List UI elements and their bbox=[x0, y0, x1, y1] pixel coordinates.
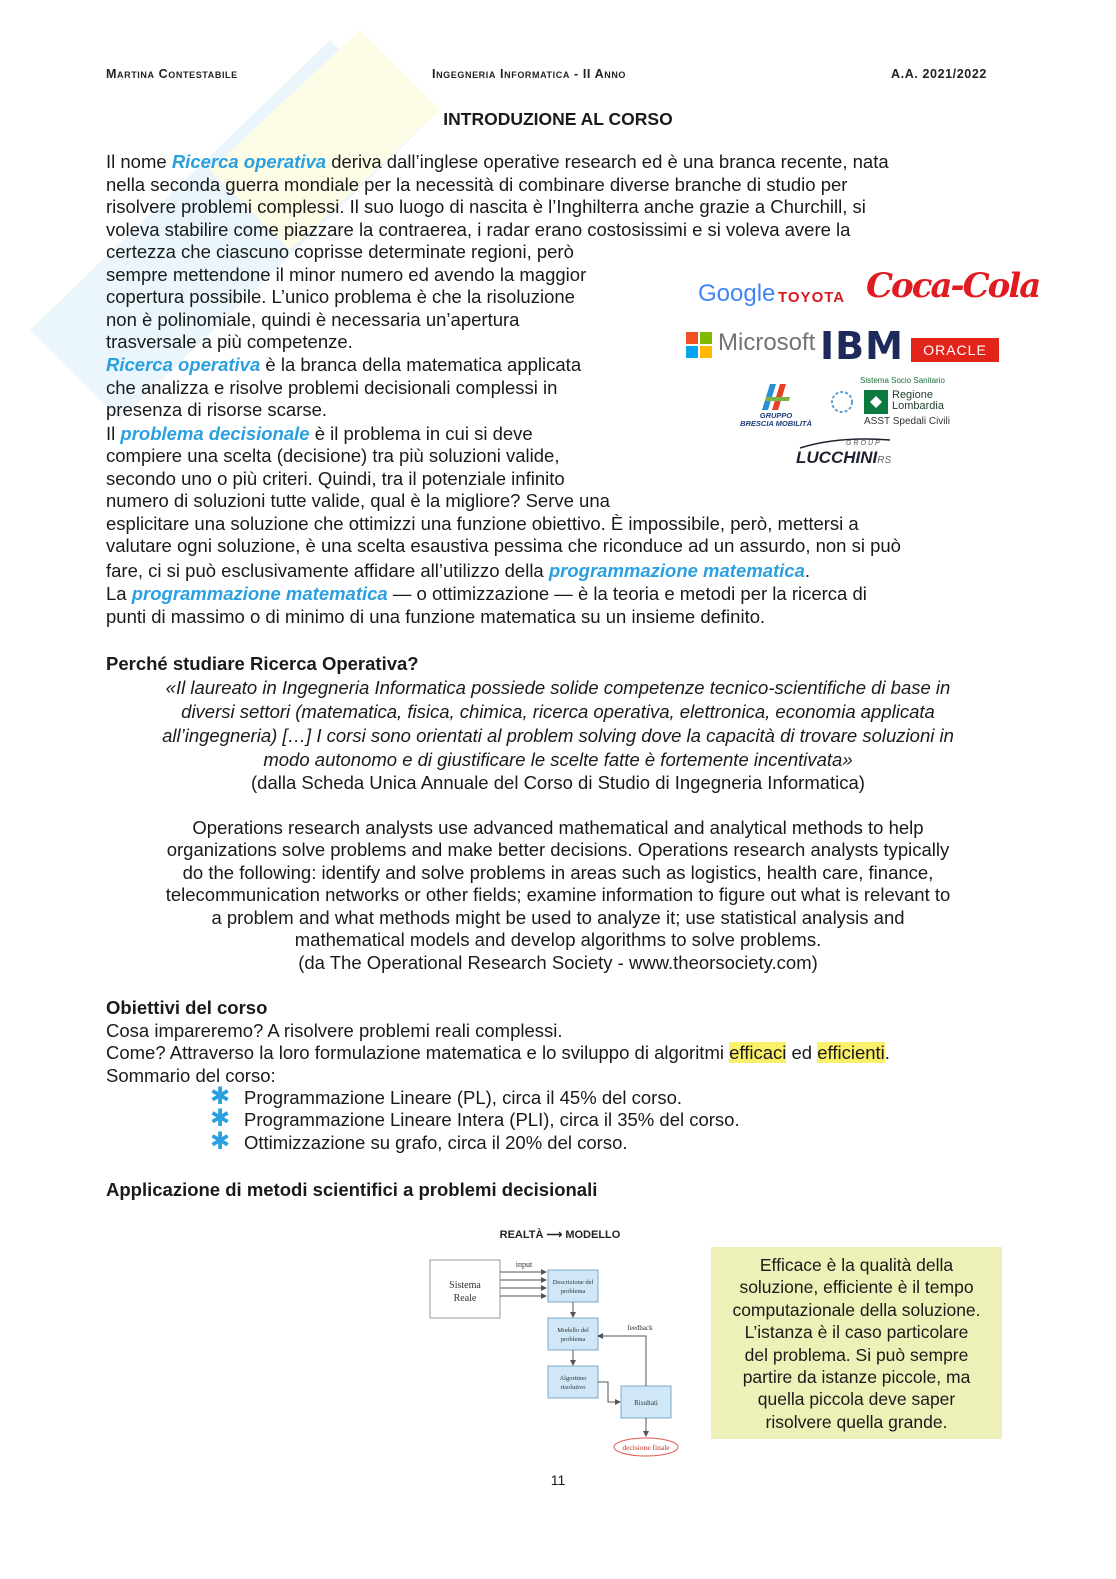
definition-note bbox=[711, 1247, 1002, 1439]
term-ricerca-operativa: Ricerca operativa bbox=[171, 151, 327, 172]
algoritmo-label: risolutivo bbox=[560, 1384, 586, 1391]
note-line: computazionale della soluzione. bbox=[732, 1299, 981, 1320]
feedback-label: feedback bbox=[627, 1324, 653, 1332]
risultati-label: Risultati bbox=[634, 1399, 658, 1407]
intro-line: sempre mettendone il minor numero ed avendo la maggior bbox=[106, 264, 587, 285]
highlight-efficaci: efficaci bbox=[729, 1042, 787, 1063]
note-line: del problema. Si può sempre bbox=[744, 1344, 969, 1365]
descrizione-label: Descrizione del bbox=[552, 1279, 594, 1286]
microsoft-logo: Microsoft bbox=[718, 329, 816, 356]
intro-line: fare, ci si può esclusivamente affidare all’utilizzo della programmazione matematica. bbox=[106, 560, 811, 581]
quote-source: (dalla Scheda Unica Annuale del Corso di Studio di Ingegneria Informatica) bbox=[251, 772, 865, 793]
sistema-reale-label: Reale bbox=[453, 1293, 477, 1304]
note-line: risolvere quella grande. bbox=[765, 1411, 948, 1432]
asterisk-bullet-icon: ✱ bbox=[210, 1083, 231, 1110]
asterisk-bullet-icon: ✱ bbox=[210, 1105, 231, 1132]
note-line: partire da istanze piccole, ma bbox=[742, 1367, 971, 1388]
term-problema-decisionale: problema decisionale bbox=[120, 423, 310, 444]
feedback-arrow bbox=[598, 1336, 646, 1386]
intro-line: numero di soluzioni tutte valide, qual è la migliore? Serve una bbox=[106, 490, 610, 511]
diagram-title: REALTÀ ⟶ MODELLO bbox=[499, 1229, 621, 1241]
goals-heading: Obiettivi del corso bbox=[106, 997, 268, 1018]
why-heading: Perché studiare Ricerca Operativa? bbox=[106, 653, 419, 674]
apply-heading: Applicazione di metodi scientifici a problemi decisionali bbox=[106, 1179, 598, 1200]
english-quote-line: mathematical models and develop algorithms to solve problems. bbox=[294, 929, 822, 950]
term-programmazione-matematica: programmazione matematica bbox=[548, 560, 805, 581]
intro-line: nella seconda guerra mondiale per la necessità di combinare diverse branche di studio per bbox=[106, 174, 848, 195]
page-title: INTRODUZIONE AL CORSO bbox=[443, 109, 673, 129]
intro-line: secondo uno o più criteri. Quindi, tra il potenziale infinito bbox=[106, 468, 565, 489]
intro-line: presenza di risorse scarse. bbox=[106, 399, 328, 420]
modello-label: Modello del bbox=[557, 1327, 589, 1334]
page-number: 11 bbox=[550, 1472, 566, 1488]
intro-line: voleva stabilire come piazzare la contraerea, i radar erano costosissimi e si voleva avere la bbox=[106, 219, 851, 240]
list-item: ✱ Programmazione Lineare (PL), circa il 45% del corso. bbox=[210, 1083, 683, 1110]
quote-line: modo autonomo e di giustificare le scelte fatte è fortemente incentivata» bbox=[263, 749, 853, 770]
intro-line: Ricerca operativa è la branca della matematica applicata bbox=[106, 354, 582, 375]
goals-line: Cosa impareremo? A risolvere problemi reali complessi. bbox=[106, 1020, 563, 1041]
toyota-logo: TOYOTA bbox=[778, 289, 846, 306]
quote-line: all’ingegneria) […] I corsi sono orientati al problem solving dove la capacità di trovare soluzioni in bbox=[162, 725, 954, 746]
lucchini-swoosh-icon bbox=[798, 438, 893, 450]
note-line: soluzione, efficiente è il tempo bbox=[739, 1277, 974, 1298]
regione-lombardia-tagline: Sistema Socio Sanitario bbox=[860, 376, 945, 385]
modello-label: problema bbox=[560, 1336, 586, 1343]
intro-line: La programmazione matematica — o ottimizzazione — è la teoria e metodi per la ricerca di bbox=[106, 583, 867, 604]
goals-line: Sommario del corso: bbox=[106, 1065, 276, 1086]
asst-spedali-civili-logo: ASST Spedali Civili bbox=[864, 416, 950, 427]
intro-line: compiere una scelta (decisione) tra più soluzioni valide, bbox=[106, 445, 560, 466]
decisione-finale-label: decisione finale bbox=[622, 1443, 670, 1452]
intro-line: Il nome Ricerca operativa deriva dall’inglese operative research ed è una branca recente, nata bbox=[106, 151, 889, 172]
asterisk-bullet-icon: ✱ bbox=[210, 1128, 231, 1155]
descrizione-label: problema bbox=[560, 1288, 586, 1295]
intro-line: non è polinomiale, quindi è necessaria un’apertura bbox=[106, 309, 520, 330]
quote-line: diversi settori (matematica, fisica, chimica, ricerca operativa, elettronica, economia applicata bbox=[181, 701, 935, 722]
english-quote-source: (da The Operational Research Society - www.theorsociety.com) bbox=[298, 952, 818, 973]
english-quote-line: a problem and what methods might be used to analyze it; use statistical analysis and bbox=[211, 907, 905, 928]
english-quote-line: do the following: identify and solve problems in areas such as logistics, health care, finance, bbox=[182, 862, 934, 883]
intro-line: copertura possibile. L’unico problema è che la risoluzione bbox=[106, 286, 575, 307]
lucchini-group-label: GROUP bbox=[846, 440, 882, 447]
intro-line: che analizza e risolve problemi decisionali complessi in bbox=[106, 377, 558, 398]
intro-line: esplicitare una soluzione che ottimizzi una funzione obiettivo. È impossibile, però, mettersi a bbox=[106, 513, 859, 534]
cocacola-logo: Coca-Cola bbox=[866, 266, 1040, 306]
intro-line: punti di massimo o di minimo di una funzione matematica su un insieme definito. bbox=[106, 606, 766, 627]
note-line: L’istanza è il caso particolare bbox=[744, 1322, 969, 1343]
intro-line: trasversale a più competenze. bbox=[106, 331, 353, 352]
sistema-reale-label: Sistema bbox=[449, 1280, 481, 1291]
term-programmazione-matematica: programmazione matematica bbox=[131, 583, 388, 604]
english-quote-line: Operations research analysts use advanced mathematical and analytical methods to help bbox=[192, 817, 924, 838]
algoritmo-label: Algoritmo bbox=[559, 1375, 587, 1382]
list-item: ✱ Programmazione Lineare Intera (PLI), circa il 35% del corso. bbox=[210, 1105, 740, 1132]
english-quote-line: organizations solve problems and make better decisions. Operations research analysts typically bbox=[166, 839, 950, 860]
company-logos bbox=[680, 262, 1040, 472]
brescia-mobilita-logo: GRUPPO BRESCIA MOBILITÀ bbox=[740, 411, 812, 428]
oracle-logo: ORACLE bbox=[911, 338, 999, 362]
intro-line: certezza che ciascuno coprisse determinate regioni, però bbox=[106, 241, 574, 262]
highlight-efficienti: efficienti bbox=[817, 1042, 885, 1063]
intro-line: valutare ogni soluzione, è una scelta esaustiva pessima che riconduce ad un assurdo, non si può bbox=[106, 535, 901, 556]
header-author: Martina Contestabile bbox=[106, 67, 238, 81]
reality-model-diagram bbox=[420, 1218, 700, 1464]
descrizione-box bbox=[548, 1270, 598, 1302]
microsoft-icon bbox=[686, 332, 712, 358]
modello-box bbox=[548, 1318, 598, 1350]
lucchini-logo: LUCCHINIRS bbox=[796, 448, 892, 467]
note-line: quella piccola deve saper bbox=[757, 1389, 956, 1410]
regione-lombardia-icon bbox=[830, 389, 890, 415]
note-line: Efficace è la qualità della bbox=[759, 1255, 954, 1275]
header-year: A.A. 2021/2022 bbox=[891, 67, 987, 81]
google-logo: Google bbox=[698, 280, 776, 307]
english-quote-line: telecommunication networks or other fields; examine information to figure out what is relevant to bbox=[165, 884, 951, 905]
goals-line: Come? Attraverso la loro formulazione matematica e lo sviluppo di algoritmi efficaci ed efficienti. bbox=[106, 1042, 890, 1063]
term-ricerca-operativa: Ricerca operativa bbox=[106, 354, 261, 375]
ibm-logo: IBM bbox=[820, 324, 904, 368]
intro-line: Il problema decisionale è il problema in cui si deve bbox=[106, 423, 533, 444]
algoritmo-box bbox=[548, 1366, 598, 1398]
input-label: input bbox=[515, 1260, 533, 1269]
regione-lombardia-logo: Regione Lombardia bbox=[892, 389, 944, 412]
list-item: ✱ Ottimizzazione su grafo, circa il 20% del corso. bbox=[210, 1128, 628, 1155]
header-course: Ingegneria Informatica - II Anno bbox=[432, 67, 627, 81]
intro-line: risolvere problemi complessi. Il suo luogo di nascita è l’Inghilterra anche grazie a Churchill, si bbox=[106, 196, 866, 217]
brescia-mobilita-icon bbox=[758, 380, 794, 414]
quote-line: «Il laureato in Ingegneria Informatica possiede solide competenze tecnico-scientifiche di base in bbox=[165, 677, 951, 698]
